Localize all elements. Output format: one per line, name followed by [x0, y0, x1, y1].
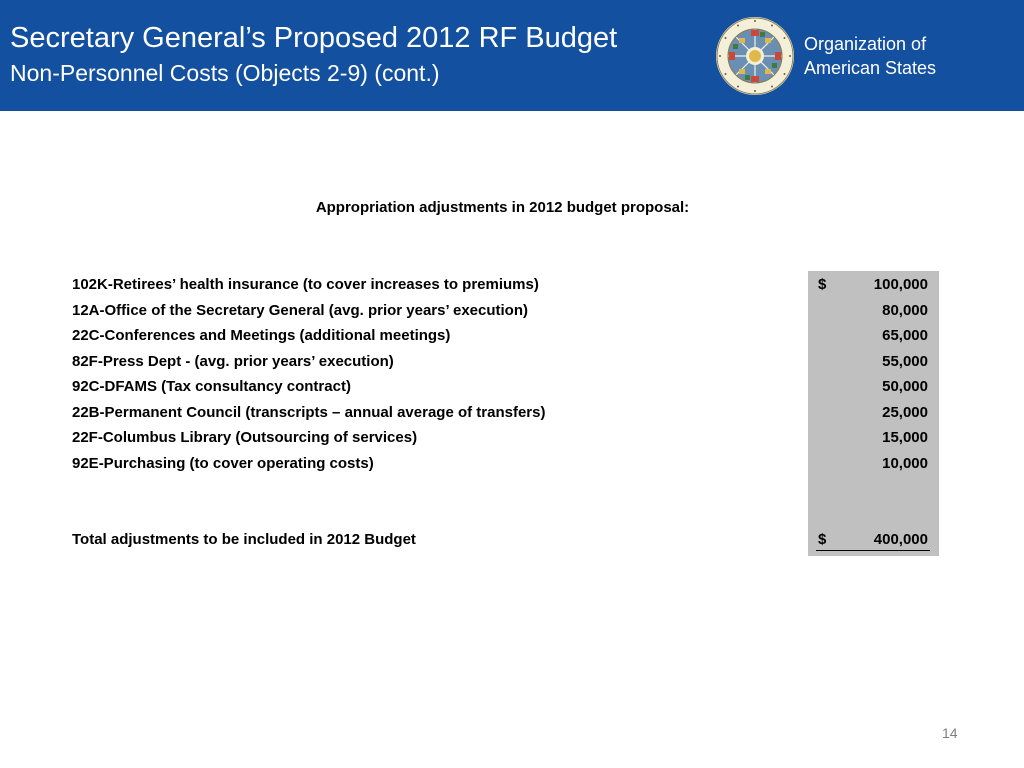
row-amount: 100,000 — [873, 276, 928, 293]
row-amount: 15,000 — [882, 429, 928, 446]
total-currency: $ — [818, 531, 827, 548]
table-row — [0, 374, 1024, 399]
table-heading: Appropriation adjustments in 2012 budget proposal: — [315, 199, 690, 216]
slide-title: Secretary General’s Proposed 2012 RF Budget — [10, 22, 618, 54]
row-label: 22C-Conferences and Meetings (additional meetings) — [72, 327, 451, 344]
row-label: 102K-Retirees’ health insurance (to cover increases to premiums) — [72, 276, 539, 293]
row-label: 92E-Purchasing (to cover operating costs) — [72, 454, 374, 472]
row-label: 92C-DFAMS (Tax consultancy contract) — [72, 378, 351, 395]
row-currency: $ — [818, 276, 827, 293]
total-row — [0, 527, 1024, 552]
table-row — [0, 400, 1024, 425]
table-row — [0, 425, 1024, 450]
total-label: Total adjustments to be included in 2012 Budget — [72, 531, 416, 548]
table-row — [0, 298, 1024, 323]
table-row — [0, 272, 1024, 297]
oas-seal-icon — [715, 16, 795, 96]
org-name-line1: Organization of — [804, 34, 927, 54]
table-row — [0, 451, 1024, 476]
slide-subtitle: Non-Personnel Costs (Objects 2-9) (cont.) — [10, 60, 440, 86]
row-amount: 55,000 — [882, 352, 928, 370]
row-amount: 50,000 — [882, 378, 928, 395]
row-label: 22F-Columbus Library (Outsourcing of services) — [72, 429, 418, 446]
row-amount: 25,000 — [882, 403, 928, 421]
total-amount: 400,000 — [873, 531, 928, 548]
row-label: 22B-Permanent Council (transcripts – annual average of transfers) — [72, 403, 546, 421]
row-label: 12A-Office of the Secretary General (avg. prior years’ execution) — [72, 301, 529, 319]
row-amount: 80,000 — [882, 301, 928, 319]
row-label: 82F-Press Dept - (avg. prior years’ execution) — [72, 352, 394, 370]
table-row — [0, 349, 1024, 374]
total-underline — [816, 550, 930, 551]
row-amount: 10,000 — [882, 454, 928, 472]
table-row — [0, 323, 1024, 348]
row-amount: 65,000 — [882, 327, 928, 344]
org-name-line2: American States — [804, 58, 937, 78]
organization-name — [804, 32, 936, 80]
page-number: 14 — [942, 725, 958, 741]
header-bar — [0, 0, 1024, 111]
